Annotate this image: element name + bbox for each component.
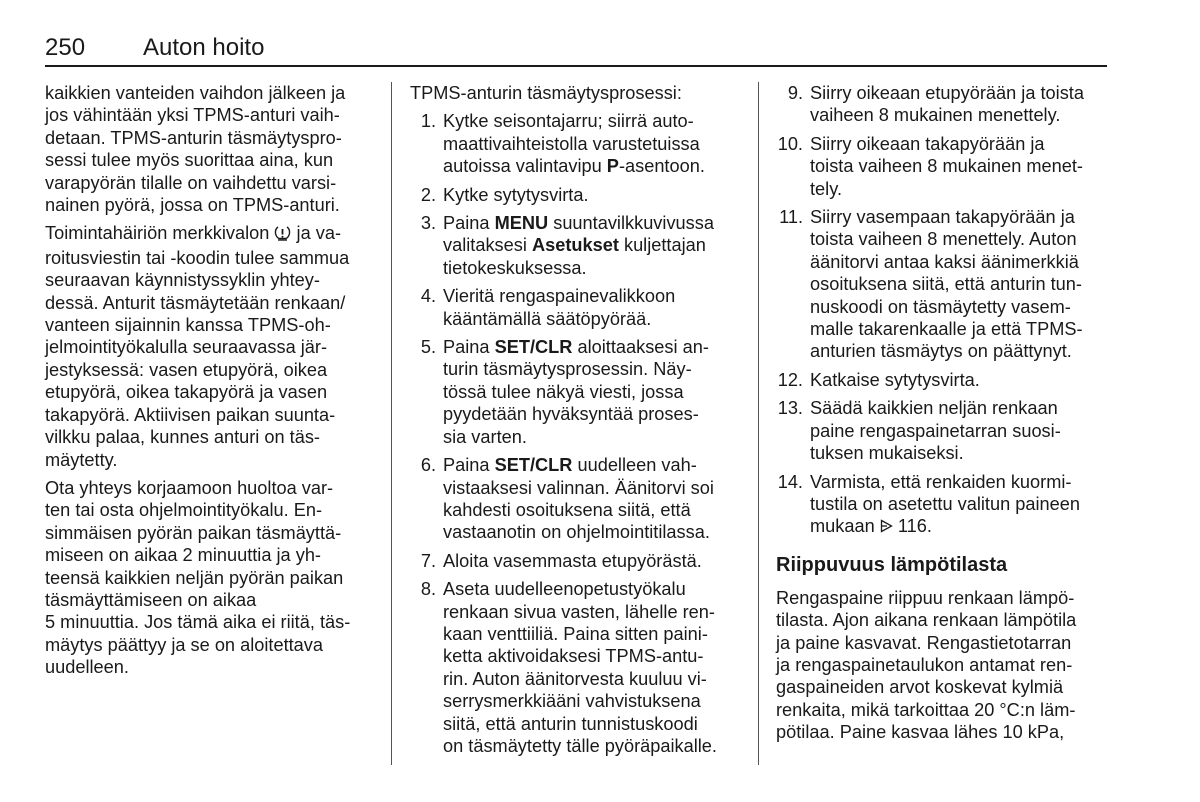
step-number: 2. [420, 184, 436, 205]
text-line: tely. [810, 178, 843, 199]
step-number: 4. [420, 286, 436, 307]
step-9 [776, 82, 1108, 127]
text-line: pyydetään hyväksyntää proses- [443, 404, 699, 425]
text-line: vaiheen 8 mukainen menettely. [810, 105, 1061, 126]
step-12 [776, 369, 1108, 391]
text-line: takapyörä. Aktiivisen paikan suunta- [45, 404, 336, 425]
text-line: vastaanotin on ohjelmointitilassa. [443, 522, 710, 543]
page-reference-arrow-icon [880, 516, 893, 538]
page-number: 250 [45, 34, 86, 61]
text-run: ja va- [296, 223, 342, 244]
text-line: simmäisen pyörän paikan täsmäyttä- [45, 522, 342, 543]
text-line: äänitorvi antaa kaksi äänimerkkiä [810, 251, 1079, 272]
text-line: nuskoodi on täsmäytetty vasem- [810, 296, 1071, 317]
text-line: dessä. Anturit täsmäytetään renkaan/ [45, 292, 346, 313]
text-line: jestyksessä: vasen etupyörä, oikea [45, 359, 328, 380]
column-1 [45, 82, 379, 679]
step-14 [776, 471, 1108, 539]
text-line: Ota yhteys korjaamoon huoltoa var- [45, 477, 334, 498]
text-line [443, 234, 746, 256]
text-line: miseen on aikaa 2 minuuttia ja yh- [45, 545, 321, 566]
text-line: varapyörän tilalle on vaihdettu varsi- [45, 172, 337, 193]
text-line: seuraavan käynnistyssyklin yhtey- [45, 270, 320, 291]
step-number: 9. [787, 83, 803, 103]
column-3 [776, 82, 1108, 744]
text-line: sia varten. [443, 426, 527, 447]
text-line: renkaan sivua vasten, lähelle ren- [443, 601, 715, 622]
step-number: 8. [420, 579, 436, 600]
step-13 [776, 397, 1108, 464]
text-line [443, 155, 746, 177]
text-line: malle takarenkaalle ja että TPMS- [810, 319, 1083, 340]
text-line: siitä, että anturin tunnistuskoodi [443, 713, 698, 734]
section-heading: Riippuvuus lämpötilasta [776, 553, 1008, 576]
text-line: turin täsmäytysprosessin. Näy- [443, 359, 692, 380]
step-6 [410, 454, 746, 544]
text-line: kääntämällä säätöpyörää. [443, 308, 652, 329]
step-number: 11. [779, 207, 803, 228]
text-run: suuntavilkkuvivussa [553, 213, 714, 234]
running-title: Auton hoito [143, 34, 265, 61]
step-number: 14. [777, 471, 803, 492]
text-line: renkaita, mikä tarkoittaa 20 °C:n läm- [776, 699, 1076, 720]
step-number: 12. [777, 369, 803, 390]
text-line: kahdesti osoituksena siitä, että [443, 499, 691, 520]
text-run: mukaan [810, 516, 875, 537]
step-number: 13. [777, 398, 803, 419]
text-line: toista vaiheen 8 menettely. Auton [810, 229, 1077, 250]
text-line: kaikkien vanteiden vaihdon jälkeen ja [45, 83, 346, 103]
text-line: tössä tulee näkyä viesti, jossa [443, 381, 684, 402]
text-run: Toimintahäiriön merkkivalon [45, 223, 270, 244]
text-line: detaan. TPMS-anturin täsmäytyspro- [45, 127, 342, 148]
text-line: rin. Auton äänitorvesta kuuluu vi- [443, 668, 707, 689]
text-line: mäytys päättyy ja se on aloitettava [45, 634, 324, 655]
text-line: Säädä kaikkien neljän renkaan [810, 398, 1058, 419]
text-line: Kytke sytytysvirta. [443, 184, 589, 205]
step-number: 5. [420, 337, 436, 358]
text-line: vistaaksesi valinnan. Äänitorvi soi [443, 477, 714, 498]
text-line: nainen pyörä, jossa on TPMS-anturi. [45, 195, 340, 216]
column-2 [410, 82, 746, 763]
text-line: Varmista, että renkaiden kuormi- [810, 471, 1072, 492]
text-run: uudelleen vah- [577, 455, 697, 476]
column-divider [391, 82, 392, 765]
step-3 [410, 212, 746, 279]
paragraph-3 [45, 477, 379, 679]
gear-position-label: P [606, 156, 619, 177]
tpms-warning-icon [274, 224, 291, 246]
text-line: uudelleen. [45, 657, 129, 678]
text-line: tustila on asetettu valitun paineen [810, 493, 1080, 514]
text-line: ten tai osta ohjelmointityökalu. En- [45, 500, 323, 521]
text-line: teensä kaikkien neljän pyörän paikan [45, 567, 344, 588]
text-line: tietokeskuksessa. [443, 257, 587, 278]
section-paragraph [776, 587, 1108, 744]
text-line: Rengaspaine riippuu renkaan lämpö- [776, 587, 1075, 608]
step-1 [410, 110, 746, 177]
procedure-intro: TPMS-anturin täsmäytysprosessi: [410, 83, 682, 103]
menu-button-label: MENU [494, 213, 549, 234]
text-line: sessi tulee myös suorittaa aina, kun [45, 150, 334, 171]
text-line: vilkku palaa, kunnes anturi on täs- [45, 427, 320, 448]
step-2 [410, 184, 746, 206]
text-line: serrysmerkkiääni vahvistuksena [443, 691, 701, 712]
text-line: tuksen mukaiseksi. [810, 443, 964, 464]
text-line: maattivaihteistolla varustetuissa [443, 133, 700, 154]
text-line: Aseta uudelleenopetustyökalu [443, 579, 686, 600]
settings-label: Asetukset [531, 235, 619, 256]
text-line: ja rengaspainetaulukon antamat ren- [776, 654, 1073, 675]
step-8 [410, 578, 746, 757]
text-line: täsmäyttämiseen on aikaa [45, 589, 257, 610]
step-number: 6. [420, 455, 436, 476]
text-run: Paina [443, 337, 490, 358]
text-run: kuljettajan [623, 235, 706, 256]
text-line: pötilaa. Paine kasvaa lähes 10 kPa, [776, 722, 1065, 743]
text-run: autoissa valintavipu [443, 156, 602, 177]
column-divider [758, 82, 759, 765]
text-line: ketta aktivoidaksesi TPMS-antu- [443, 646, 704, 667]
header-rule [45, 65, 1107, 67]
set-clr-button-label: SET/CLR [494, 337, 573, 358]
step-7 [410, 550, 746, 572]
text-line: 5 minuuttia. Jos tämä aika ei riitä, täs- [45, 612, 351, 633]
text-line: paine rengaspainetarran suosi- [810, 420, 1061, 441]
text-line [45, 222, 379, 246]
step-number: 1. [420, 111, 436, 132]
text-line: osoituksena siitä, että anturin tun- [810, 274, 1082, 295]
text-run: aloittaaksesi an- [577, 337, 709, 358]
text-line: kaan venttiiliä. Paina sitten paini- [443, 623, 708, 644]
text-run: Paina [443, 455, 490, 476]
step-number: 7. [420, 550, 436, 571]
paragraph-1 [45, 82, 379, 216]
step-5 [410, 336, 746, 448]
text-line: tilasta. Ajon aikana renkaan lämpötila [776, 610, 1077, 631]
text-line: jos vähintään yksi TPMS-anturi vaih- [45, 105, 340, 126]
text-line: anturien täsmäytys on päättynyt. [810, 341, 1072, 362]
text-line: vanteen sijainnin kanssa TPMS-oh- [45, 315, 331, 336]
text-run: -asentoon. [618, 156, 705, 177]
step-11 [776, 206, 1108, 363]
step-10 [776, 133, 1108, 200]
text-line: Katkaise sytytysvirta. [810, 369, 980, 390]
text-line: Vieritä rengaspainevalikkoon [443, 286, 676, 307]
step-number: 10. [777, 133, 803, 154]
text-line: mäytetty. [45, 449, 118, 470]
text-line: on täsmäytetty tälle pyöräpaikalle. [443, 735, 717, 756]
step-number: 3. [420, 213, 436, 234]
text-line: jelmointityökalulla seuraavassa jär- [45, 337, 328, 358]
text-line: toista vaiheen 8 mukainen menet- [810, 156, 1083, 177]
page-reference-link[interactable]: 116. [897, 516, 932, 537]
text-line: Siirry oikeaan takapyörään ja [810, 133, 1045, 154]
text-line [810, 515, 1108, 538]
set-clr-button-label: SET/CLR [494, 455, 573, 476]
text-run: valitaksesi [443, 235, 527, 256]
text-line: Siirry vasempaan takapyörään ja [810, 207, 1075, 228]
step-4 [410, 285, 746, 330]
text-line [443, 454, 746, 476]
text-line [443, 336, 746, 358]
page-header [45, 34, 1107, 66]
text-line [443, 212, 746, 234]
text-line: etupyörä, oikea takapyörä ja vasen [45, 382, 328, 403]
text-line: roitusviestin tai -koodin tulee sammua [45, 247, 350, 268]
paragraph-2 [45, 222, 379, 470]
text-line: Siirry oikeaan etupyörään ja toista [810, 83, 1084, 103]
text-line: ja paine kasvavat. Rengastietotarran [776, 632, 1072, 653]
text-run: Paina [443, 213, 490, 234]
text-line: Aloita vasemmasta etupyörästä. [443, 550, 702, 571]
text-line: Kytke seisontajarru; siirrä auto- [443, 111, 694, 132]
text-line: gaspaineiden arvot koskevat kylmiä [776, 677, 1064, 698]
